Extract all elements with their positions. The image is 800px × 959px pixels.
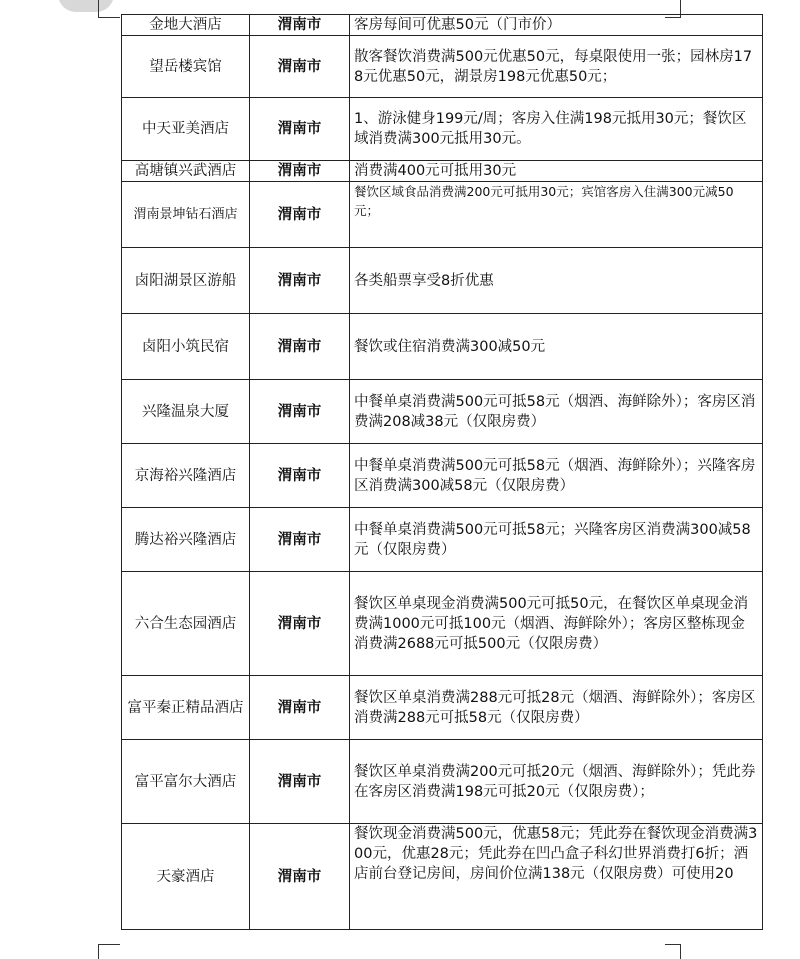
- table-row: [122, 98, 763, 161]
- discount-description: 中餐单桌消费满500元可抵58元；兴隆客房区消费满300减58元（仅限房费）: [350, 508, 763, 572]
- city-name: 渭南市: [250, 380, 350, 444]
- city-name: 渭南市: [250, 444, 350, 508]
- discount-description: 1、游泳健身199元/周；客房入住满198元抵用30元；餐饮区域消费满300元抵用30元。: [350, 98, 763, 161]
- discount-table: [121, 14, 763, 930]
- city-name: 渭南市: [250, 314, 350, 380]
- hotel-name: 兴隆温泉大厦: [122, 380, 250, 444]
- crop-mark: [98, 17, 120, 18]
- hotel-name: 望岳楼宾馆: [122, 36, 250, 98]
- city-name: 渭南市: [250, 740, 350, 824]
- table-row: [122, 248, 763, 314]
- hotel-name: 京海裕兴隆酒店: [122, 444, 250, 508]
- table-row: [122, 15, 763, 36]
- table-row: [122, 36, 763, 98]
- city-name: 渭南市: [250, 248, 350, 314]
- discount-description: 各类船票享受8折优惠: [350, 248, 763, 314]
- table-row: [122, 572, 763, 676]
- city-name: 渭南市: [250, 15, 350, 36]
- table-row: [122, 380, 763, 444]
- table-row: [122, 161, 763, 182]
- hotel-name: 卤阳湖景区游船: [122, 248, 250, 314]
- crop-mark: [665, 944, 681, 945]
- discount-description: 中餐单桌消费满500元可抵58元（烟酒、海鲜除外）；兴隆客房区消费满300减58元（仅限房费）: [350, 444, 763, 508]
- crop-mark: [98, 0, 99, 18]
- hotel-name: 富平富尔大酒店: [122, 740, 250, 824]
- hotel-name: 富平秦正精品酒店: [122, 676, 250, 740]
- table-row: [122, 182, 763, 248]
- hotel-name: 天豪酒店: [122, 824, 250, 930]
- city-name: 渭南市: [250, 36, 350, 98]
- hotel-name: 高塘镇兴武酒店: [122, 161, 250, 182]
- table-row: [122, 314, 763, 380]
- city-name: 渭南市: [250, 98, 350, 161]
- city-name: 渭南市: [250, 182, 350, 248]
- discount-description: 餐饮区单桌消费满288元可抵28元（烟酒、海鲜除外）；客房区消费满288元可抵58元（仅限房费）: [350, 676, 763, 740]
- discount-description: 消费满400元可抵用30元: [350, 161, 763, 182]
- discount-description: 中餐单桌消费满500元可抵58元（烟酒、海鲜除外）；客房区消费满208减38元（仅限房费）: [350, 380, 763, 444]
- table-row: [122, 676, 763, 740]
- table-row: [122, 508, 763, 572]
- crop-mark: [98, 944, 99, 959]
- city-name: 渭南市: [250, 824, 350, 930]
- discount-description: 餐饮或住宿消费满300减50元: [350, 314, 763, 380]
- discount-description: 餐饮现金消费满500元，优惠58元；凭此券在餐饮现金消费满300元，优惠28元；凭此券在凹凸盒子科幻世界消费打6折；酒店前台登记房间，房间价位满138元（仅限房费）可使用20: [350, 824, 763, 930]
- table-row: [122, 740, 763, 824]
- city-name: 渭南市: [250, 161, 350, 182]
- hotel-name: 渭南景坤钻石酒店: [122, 182, 250, 248]
- discount-description: 客房每间可优惠50元（门市价）: [350, 15, 763, 36]
- city-name: 渭南市: [250, 508, 350, 572]
- hotel-name: 金地大酒店: [122, 15, 250, 36]
- hotel-name: 腾达裕兴隆酒店: [122, 508, 250, 572]
- crop-mark: [680, 944, 681, 959]
- discount-description: 餐饮区单桌现金消费满500元可抵50元，在餐饮区单桌现金消费满1000元可抵100元（烟酒、海鲜除外）；客房区整栋现金消费满2688元可抵500元（仅限房费）: [350, 572, 763, 676]
- scroll-tab: [58, 0, 114, 12]
- discount-description: 餐饮区单桌消费满200元可抵20元（烟酒、海鲜除外）；凭此券在客房区消费满198元可抵20元（仅限房费）；: [350, 740, 763, 824]
- city-name: 渭南市: [250, 572, 350, 676]
- hotel-name: 六合生态园酒店: [122, 572, 250, 676]
- discount-description: 餐饮区域食品消费满200元可抵用30元；宾馆客房入住满300元减50元；: [350, 182, 763, 248]
- city-name: 渭南市: [250, 676, 350, 740]
- hotel-name: 卤阳小筑民宿: [122, 314, 250, 380]
- discount-description: 散客餐饮消费满500元优惠50元，每桌限使用一张；园林房178元优惠50元，湖景房198元优惠50元；: [350, 36, 763, 98]
- table-row: [122, 444, 763, 508]
- hotel-name: 中天亚美酒店: [122, 98, 250, 161]
- crop-mark: [98, 944, 120, 945]
- table-row: [122, 824, 763, 930]
